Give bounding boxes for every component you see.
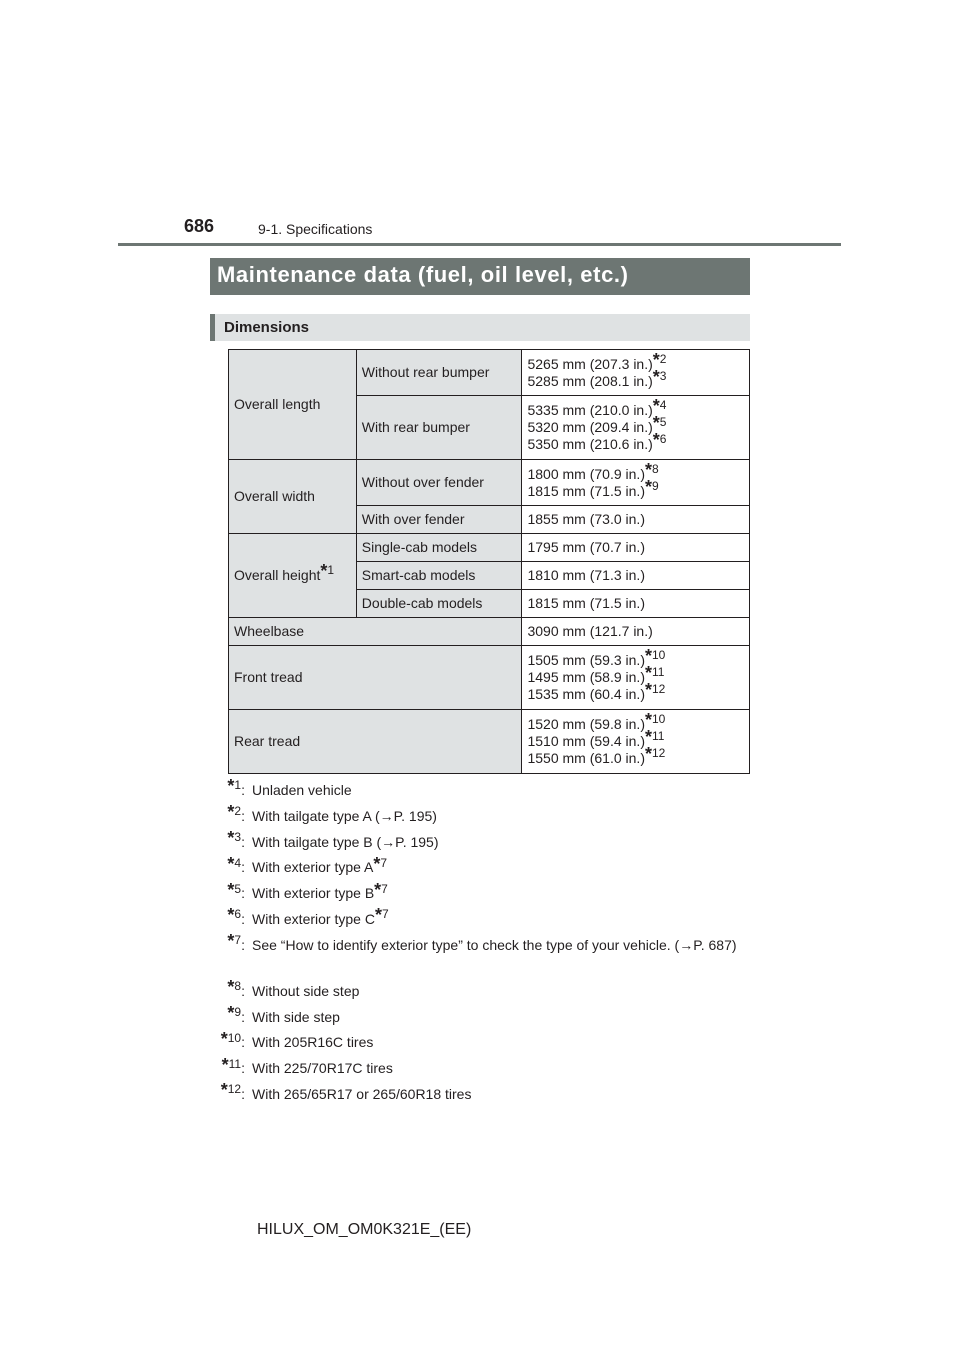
sub-label: Single-cab models [356,534,522,562]
row-label-overall-length: Overall length [229,350,357,460]
page-number: 686 [184,216,215,236]
footnote: $^{*9}$: With side step [227,1002,340,1025]
footnote: $^{*10}$: With 205R16C tires [220,1028,374,1051]
sub-label: With over fender [356,506,522,534]
footnote: $^{*7}$: See “How to identify exterior type” to check the type of your vehicle. (→P. 687) [227,931,737,953]
sub-label: Without over fender [356,460,522,506]
footnote: $^{*3}$: With tailgate type B (→P. 195) [227,827,439,850]
sub-label: With rear bumper [356,396,522,460]
value-cell: 5335 mm (210.0 in.)$^{*4}$ 5320 mm (209.4 in.)$^{*5}$ 5350 mm (210.6 in.)$^{*6}$ [522,396,750,460]
header-divider [118,243,841,246]
footnote: $^{*2}$: With tailgate type A (→P. 195) [227,802,437,824]
value-cell: 1810 mm (71.3 in.) [522,562,750,590]
sub-label: Without rear bumper [356,350,522,396]
value-cell: 1520 mm (59.8 in.)$^{*10}$ 1510 mm (59.4 in.)$^{*11}$ 1550 mm (61.0 in.)$^{*12}$ [522,710,750,774]
value-cell: 3090 mm (121.7 in.) [522,618,750,646]
footnote: $^{*4}$: With exterior type $A^{*7}$ [227,853,388,876]
footnote: $^{*12}$: With 265/65R17 or 265/60R18 tires [220,1080,472,1102]
value-cell: 1800 mm (70.9 in.)$^{*8}$ 1815 mm (71.5 in.)$^{*9}$ [522,460,750,506]
section-heading: Dimensions [210,314,750,341]
row-label-overall-width: Overall width [229,460,357,534]
document-code: HILUX_OM_OM0K321E_(EE) [257,1221,472,1238]
table-row [229,350,750,396]
table-row [229,460,750,506]
table-row [229,710,750,774]
footnote: $^{*6}$: With exterior type $C^{*7}$ [227,905,389,927]
row-label-wheelbase: Wheelbase [229,618,522,646]
value-cell: 1855 mm (73.0 in.) [522,506,750,534]
row-label-front-tread: Front tread [229,646,522,710]
value-cell: 1795 mm (70.7 in.) [522,534,750,562]
value-cell: 1505 mm (59.3 in.)$^{*10}$ 1495 mm (58.9 in.)$^{*11}$ 1535 mm (60.4 in.)$^{*12}$ [522,646,750,710]
sub-label: Double-cab models [356,590,522,618]
value-cell: 5265 mm (207.3 in.)$^{*2}$ 5285 mm (208.1 in.)$^{*3}$ [522,350,750,396]
footnotes [210,776,750,1110]
footnote: $^{*5}$: With exterior type $B^{*7}$ [227,879,388,902]
page-title: Maintenance data (fuel, oil level, etc.) [210,258,750,295]
footnote: $^{*1}$: Unladen vehicle [227,776,352,798]
dimensions-table [228,349,750,774]
row-label-overall-height: Overall height$^{*1}$ [229,534,357,618]
value-cell: 1815 mm (71.5 in.) [522,590,750,618]
table-row [229,646,750,710]
footnote: $^{*8}$: Without side step [227,977,360,999]
table-row [229,534,750,562]
section-label: 9-1. Specifications [258,221,373,237]
footnote: $^{*11}$: With 225/70R17C tires [221,1054,393,1077]
row-label-rear-tread: Rear tread [229,710,522,774]
sub-label: Smart-cab models [356,562,522,590]
table-row [229,618,750,646]
